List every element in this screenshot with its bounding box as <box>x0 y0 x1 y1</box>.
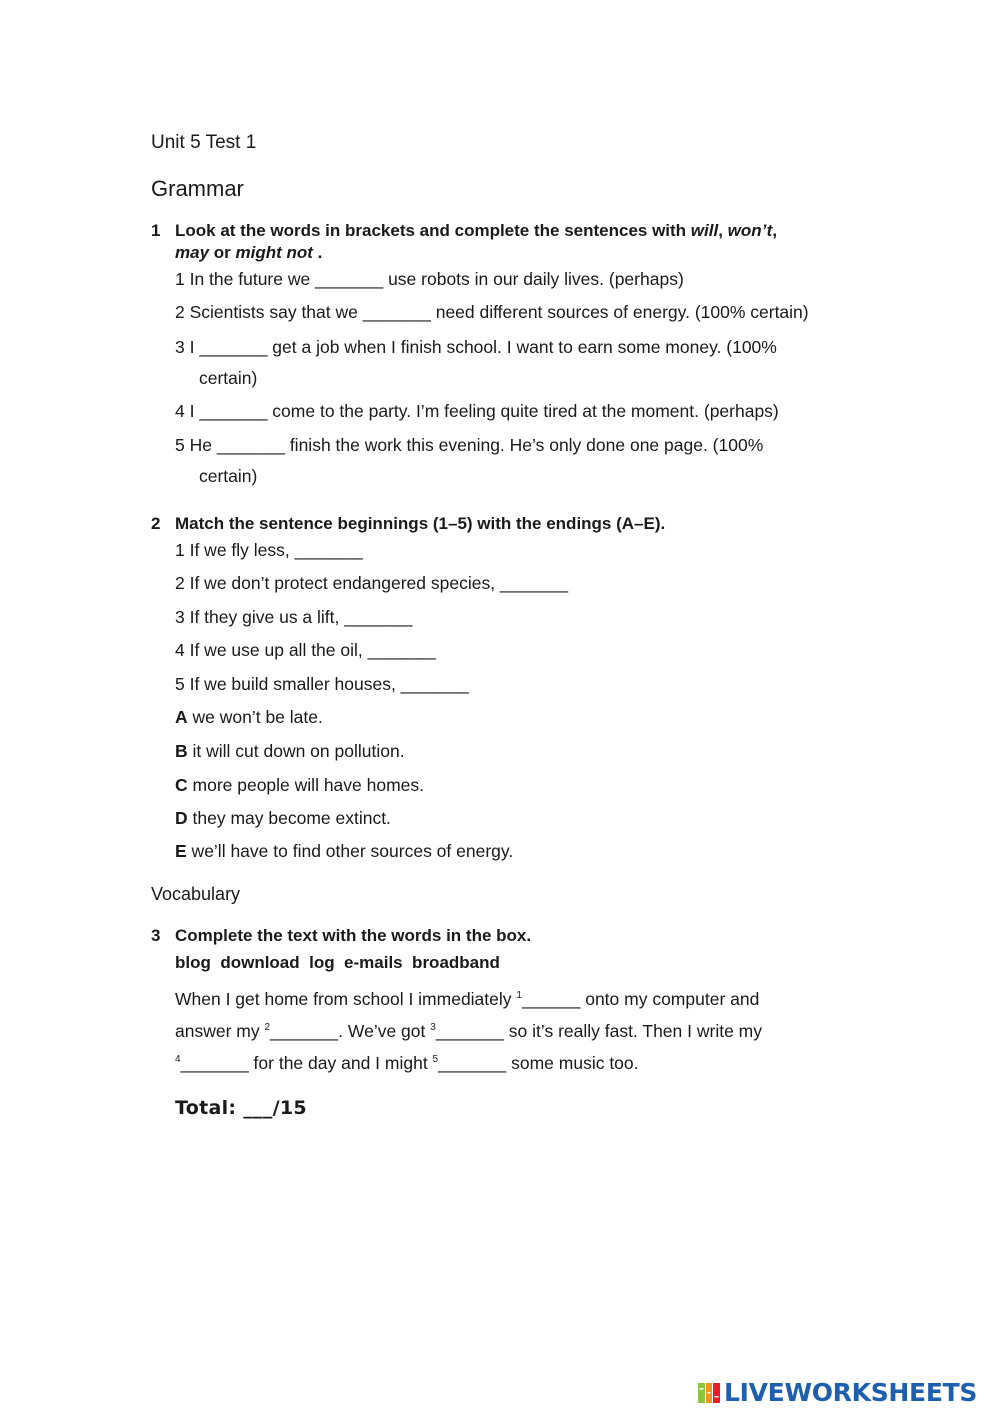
q1-item: 2 Scientists say that we _______ need different sources of energy. (100% certain) <box>175 302 809 322</box>
q2-ending: B it will cut down on pollution. <box>175 741 405 761</box>
liveworksheets-logo-icon <box>697 1381 721 1405</box>
q2-ending: E we’ll have to find other sources of energy. <box>175 841 514 861</box>
q2-beginning: 1 If we fly less, _______ <box>175 540 363 560</box>
q3-text-line3: $^4$_______ for the day and I might $^5$_______ some music too. <box>175 1053 639 1073</box>
q2-beginning: 3 If they give us a lift, _______ <box>175 607 413 627</box>
question-1-instruction-line1: Look at the words in brackets and complete the sentences with will, won’t, <box>175 221 778 240</box>
q1-item-continuation: certain) <box>199 368 258 388</box>
section-heading-vocabulary: Vocabulary <box>151 884 241 904</box>
question-1-instruction-line2: may or might not . <box>175 243 323 262</box>
q1-item: 4 I _______ come to the party. I’m feeling quite tired at the moment. (perhaps) <box>175 401 779 421</box>
question-3-instruction: Complete the text with the words in the box. <box>175 926 532 945</box>
q1-item-continuation: certain) <box>199 466 258 486</box>
q3-text-line2: answer my $^2$_______. We’ve got $^3$_______ so it’s really fast. Then I write my <box>175 1021 762 1041</box>
q2-ending: C more people will have homes. <box>175 775 425 795</box>
q2-beginning: 4 If we use up all the oil, _______ <box>175 640 436 660</box>
q1-item: 3 I _______ get a job when I finish school. I want to earn some money. (100% <box>175 337 777 357</box>
q3-text-line1: When I get home from school I immediately $^1$______ onto my computer and <box>175 989 760 1009</box>
unit-title: Unit 5 Test 1 <box>151 132 257 153</box>
section-heading-grammar: Grammar <box>151 176 244 201</box>
word-box: blog download log e-mails broadband <box>175 953 500 972</box>
question-2-instruction: Match the sentence beginnings (1–5) with the endings (A–E). <box>175 514 666 533</box>
liveworksheets-logo <box>697 1378 977 1407</box>
question-3-number: 3 <box>151 926 161 945</box>
q2-ending: A we won’t be late. <box>175 707 323 727</box>
question-1-number: 1 <box>151 221 161 240</box>
q1-item: 5 He _______ finish the work this evening. He’s only done one page. (100% <box>175 435 764 455</box>
total-score: Total: ___/15 <box>175 1097 307 1119</box>
q2-beginning: 5 If we build smaller houses, _______ <box>175 674 469 694</box>
q2-beginning: 2 If we don’t protect endangered species, _______ <box>175 573 569 593</box>
q2-ending: D they may become extinct. <box>175 808 391 828</box>
question-2-number: 2 <box>151 514 161 533</box>
q1-item: 1 In the future we _______ use robots in our daily lives. (perhaps) <box>175 269 684 289</box>
logo-text: LIVEWORKSHEETS <box>724 1378 978 1407</box>
